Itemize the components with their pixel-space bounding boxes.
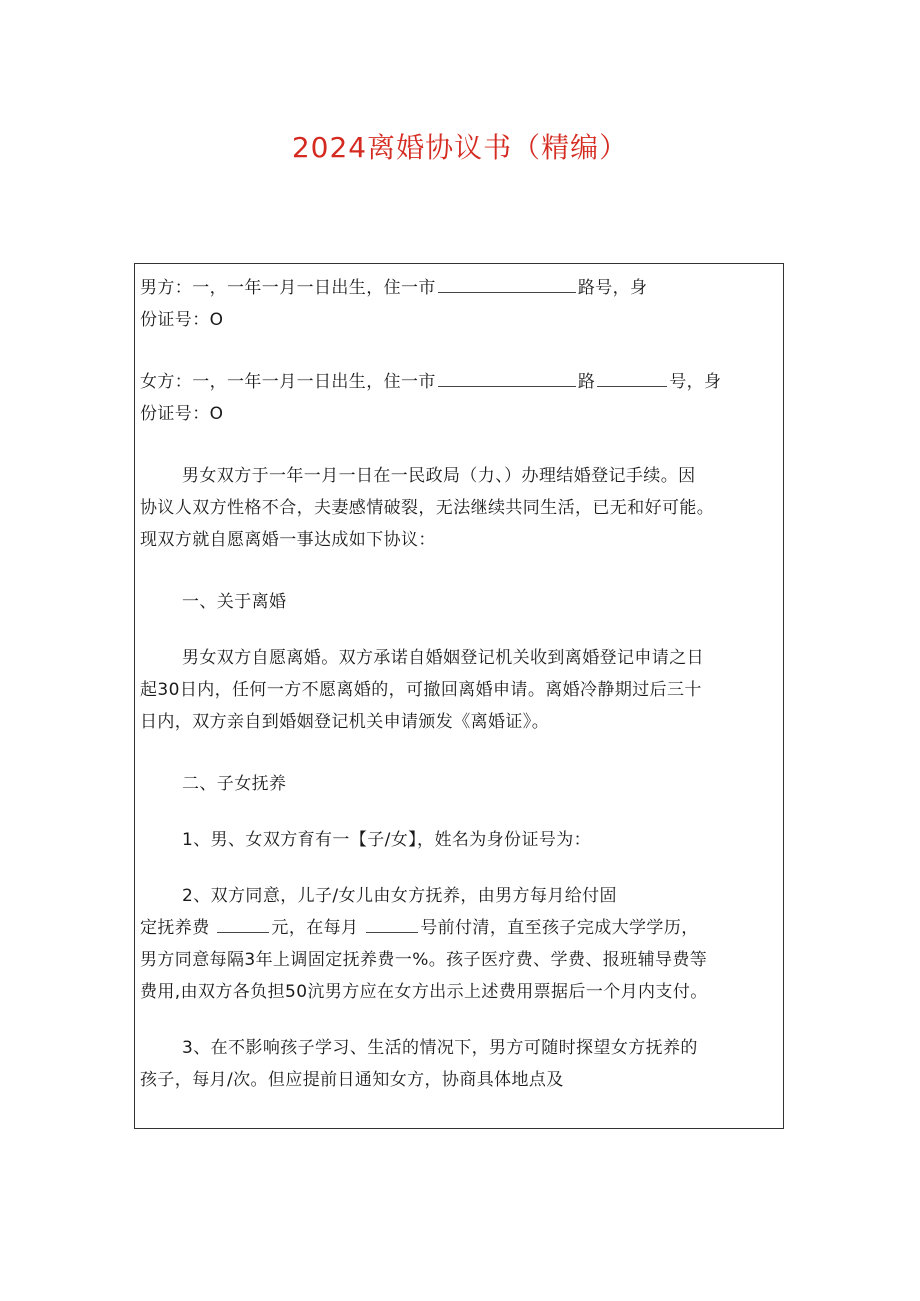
- intro-line-3: 现双方就自愿离婚一事达成如下协议：: [140, 530, 436, 550]
- agreement-frame: [134, 263, 784, 1129]
- female-road-blank: [438, 366, 576, 387]
- monthly-label: 元，在每月: [271, 918, 359, 938]
- section-2-item-3-line-1: 3、在不影响孩子学习、生活的情况下，男方可随时探望女方抚养的: [182, 1038, 698, 1058]
- female-party-line-1: [140, 366, 782, 398]
- male-party-line-1: [140, 272, 782, 304]
- female-party-road: 路: [577, 372, 596, 392]
- section-1-line-1: 男女双方自愿离婚。双方承诺自婚姻登记机关收到离婚登记申请之日: [182, 648, 704, 668]
- section-1-heading: 一、关于离婚: [182, 592, 287, 612]
- male-road-blank: [438, 272, 576, 293]
- support-amount-blank: [217, 912, 269, 933]
- section-2-item-2-line-2: [140, 912, 782, 944]
- section-2-item-2-line-1: 2、双方同意，儿子/女儿由女方抚养，由男方每月给付固: [182, 886, 617, 906]
- section-2-item-2-line-3: 男方同意每隔3年上调固定抚养费一%。孩子医疗费、学费、报班辅导费等: [140, 950, 708, 970]
- section-2-item-1: 1、男、女双方育有一【子/女】，姓名为身份证号为：: [182, 830, 592, 850]
- section-1-line-2: 起30日内，任何一方不愿离婚的，可撤回离婚申请。离婚冷静期过后三十: [140, 680, 702, 700]
- female-party-text: 女方：一，一年一月一日出生，住一市: [140, 372, 436, 392]
- female-party-text-end: 号，身: [669, 372, 722, 392]
- agreement-content: [140, 272, 782, 1096]
- payment-day-blank: [366, 912, 418, 933]
- section-1-line-3: 日内，双方亲自到婚姻登记机关申请颁发《离婚证》。: [140, 712, 550, 732]
- female-id-line: 份证号：O: [140, 404, 224, 424]
- male-id-line: 份证号：O: [140, 310, 224, 330]
- section-2-heading: 二、子女抚养: [182, 774, 287, 794]
- payment-deadline-text: 号前付清，直至孩子完成大学学历，: [420, 918, 699, 938]
- document-title: 2024离婚协议书（精编）: [291, 131, 629, 164]
- intro-line-1: 男女双方于一年一月一日在一民政局（力、）办理结婚登记手续。因: [182, 466, 696, 486]
- intro-line-2: 协议人双方性格不合，夫妻感情破裂，无法继续共同生活，已无和好可能。: [140, 498, 715, 518]
- section-2-item-2-line-4: 费用,由双方各负担50沆男方应在女方出示上述费用票据后一个月内支付。: [140, 982, 708, 1002]
- male-party-text: 男方：一，一年一月一日出生，住一市: [140, 278, 436, 298]
- section-2-item-3-line-2: 孩子，每月/次。但应提前日通知女方，协商具体地点及: [140, 1070, 564, 1090]
- fixed-support-label: 定抚养费: [140, 918, 210, 938]
- male-party-text-end: 路号，身: [577, 278, 648, 298]
- female-number-blank: [597, 366, 667, 387]
